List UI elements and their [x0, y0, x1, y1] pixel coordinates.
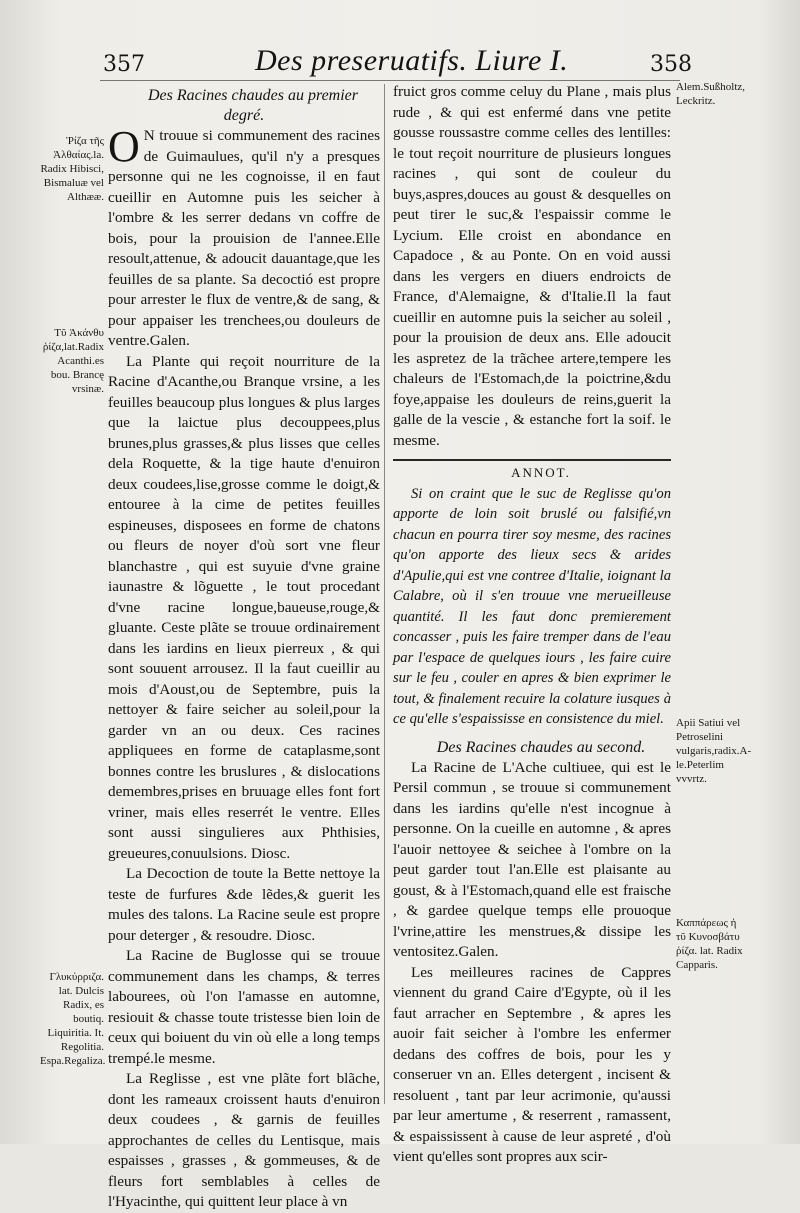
margin-note-glycyrrhiza: Γλυκύρριζα. lat. Dulcis Radix, es boutiq. Liquiritia. It. Regolitia. Espa.Regaliza. — [40, 971, 106, 1067]
page-number-left: 357 — [103, 52, 145, 77]
margin-note-acanthus: Τῦ Ἀκάνθυ ῥίζα,lat.Radix Acanthi.es bou. Brancę vrsinæ. — [42, 327, 104, 395]
column-divider — [384, 84, 385, 1104]
annotation-text: Si on craint que le suc de Reglisse qu'on apporte de loin soit bruslé ou falsifié,vn chacun en pourra tirer soy mesme, des racines qu'on apporte des lieux secs & arides d'Apulie,qui est vne contree d'Italie, ioignant la Calabre, où il s'en trouue vne merueilleuse quantité. Il les faut donc premierement concasser , puis les faire tremper dans de l'eau par l'espace de quelques iours , les faire cuire sur le feu , couler en apres & bien exprimer le tout, & finalement recuire la colature iusques à ce qu'elle s'espaississe en consistence du miel. — [393, 485, 671, 727]
margin-note-sussholtz: Alem.Sußholtz, Leckritz. — [676, 81, 746, 107]
paragraph-bette: La Decoction de toute la Bette nettoye la teste de furfures &de lẽdes,& guerit les mules des talons. La Racine seule est propre pour deterger , & resoudre. Diosc. — [108, 865, 380, 944]
header-rule — [100, 80, 680, 81]
drop-cap: O — [108, 122, 140, 171]
right-column — [393, 82, 671, 1168]
section-heading-first-degree: Des Racines chaudes au premier degré. — [147, 87, 359, 124]
margin-note-althaea: Ῥίζα τῆς Ἀλθαίας.la. Radix Hibisci, Bismaluæ vel Althææ. — [40, 135, 104, 203]
margin-note-capparis: Καππάρεως ἡ τῦ Κυνοσβάτυ ῥίζα. lat. Radix Capparis. — [676, 917, 743, 971]
paragraph-reglisse: La Reglisse , est vne plãte fort blãche, dont les rameaux croissent hauts d'enuiron deux coudees , & garnis de feuilles approchantes de celles du Lentisque, mais espaisses , grasses , & gommeuses, & de fleurs fort semblables à celles de l'Hyacinthe, qui quittent leur place à vn — [108, 1070, 380, 1210]
annotation-block — [393, 484, 671, 730]
paragraph-guimauue-text: N trouue si communement des racines de Guimaulues, qu'il n'y a presques personne qui ne les cognoisse, il en faut cueillir en Automne puis les seicher à l'ombre & les serrer dedans vn coffre de bois, pour la prouision de l'annee.Elle resoult,attenue, & adoucit dauantage,que les feuilles de sa plante. Sa decoctió est propre pour arrester le flux de ventre,& de sang, & pour appaiser les trenchees,ou douleurs de ventre.Galen. — [108, 127, 380, 349]
paragraph-buglosse: La Racine de Buglosse qui se trouue communement dans les champs, & terres labourees, où l'on l'amasse en automne, resiouit & chasse toute tristesse bien loin de ceux qui boiuent du vin où elle a long temps trempé.le mesme. — [108, 947, 380, 1067]
page-number-right: 358 — [650, 52, 692, 77]
left-column — [108, 86, 380, 1213]
margin-note-apium: Apii Satiui vel Petroselini vulgaris,radix.A-le.Peterlim vvvrtz. — [676, 717, 752, 785]
paragraph-guimauue — [108, 122, 380, 352]
annotation-label: ANNOT. — [511, 465, 571, 480]
running-title: Des preseruatifs. Liure I. — [255, 44, 569, 77]
paragraph-ache: La Racine de L'Ache cultiuee, qui est le Persil commun , se trouue si communement dans les iardins qu'elle n'est incognue à personne. On la cueille en automne , & apres l'auoir nettoyee & seichee à l'ombre on la peut garder tout l'an.Elle est plaisante au goust, & à l'Estomach,quand elle est fraische , & gardee quelque temps elle prouoque l'vrine,attire les menstrues,& dissipe les ventositez.Galen. — [393, 758, 671, 960]
section-heading-second-degree: Des Racines chaudes au second. — [436, 738, 646, 756]
paragraph-acanthe: La Plante qui reçoit nourriture de la Racine d'Acanthe,ou Branque vrsine, a les feuilles beaucoup plus longues & plus larges que la laictue plus decouppees,plus brunes,plus grasses,& plus lisses que celles dela Roquette, & la tige haute d'enuiron deux coudees,lise,grosse comme le doigt,& entouree à la cime de petites feuilles espineuses, disposees en forme de chatons ou fleurs de noyer d'où sort vne fleur blanchastre , qui est suyuie d'vne graine iaunastre & lõguette , le tout procedant d'vne racine longue,baueuse,rouge,& gluante. Ceste plãte se trouue ordinairement dans les iardins en lieux pierreux , & qui sont souuent arrousez. Il la faut cueillir au mois d'Aoust,ou de Septembre, puis la nettoyer & faire seicher au soleil,pour la garder vn an ou deux. Ces racines appliquees en forme de cataplasme,sont bonnes contre les bruslures , & dislocations demembres,prises en bruuage elles font fort vriner, mais elles reserrét le ventre. Elles sont aussi singulieres aux Phthisies, greueures,conuulsions. Diosc. — [108, 352, 380, 862]
paragraph-reglisse-cont: fruict gros comme celuy du Plane , mais plus rude , & qui est enfermé dans vne petite gousse roussastre comme celles des lentilles: le tout reçoit nourriture de plusieurs longues racines , qui sont de couleur du buys,aspres,douces au goust & desquelles on peut tirer le suc,& l'espaissir comme le Lycium. Elle croist en abondance en Capadoce , & au Ponte. On en void aussi dans les vergers en diuers endroicts de France, d'Alemaigne, & d'Italie.Il la faut cueillir en automne puis la seicher au soleil , pour la prouision de deux ans. Elle adoucit les aspretez de la trãchee artere,tempere les chaleurs de l'Estomach,de la poictrine,&du foye,appaise les douleurs de reins,guerit la galle de la vescie , & estanche fort la soif. le mesme. — [393, 83, 671, 449]
annotation-rule — [393, 459, 671, 461]
paragraph-cappres: Les meilleures racines de Cappres viennent du grand Caire d'Egypte, où il les faut arracher en Septembre , & apres les auoir fait seicher à l'ombre les enfermer dedans des coffres de bois, pour les y conseruer vn an. Elles detergent , incisent & resoluent , tant par leur acrimonie, qu'aussi par leur amertume , & reserrent , ramassent, & espaississent à cause de leur aspreté , d'où vient qu'elles sont propres aux scir- — [393, 963, 671, 1165]
